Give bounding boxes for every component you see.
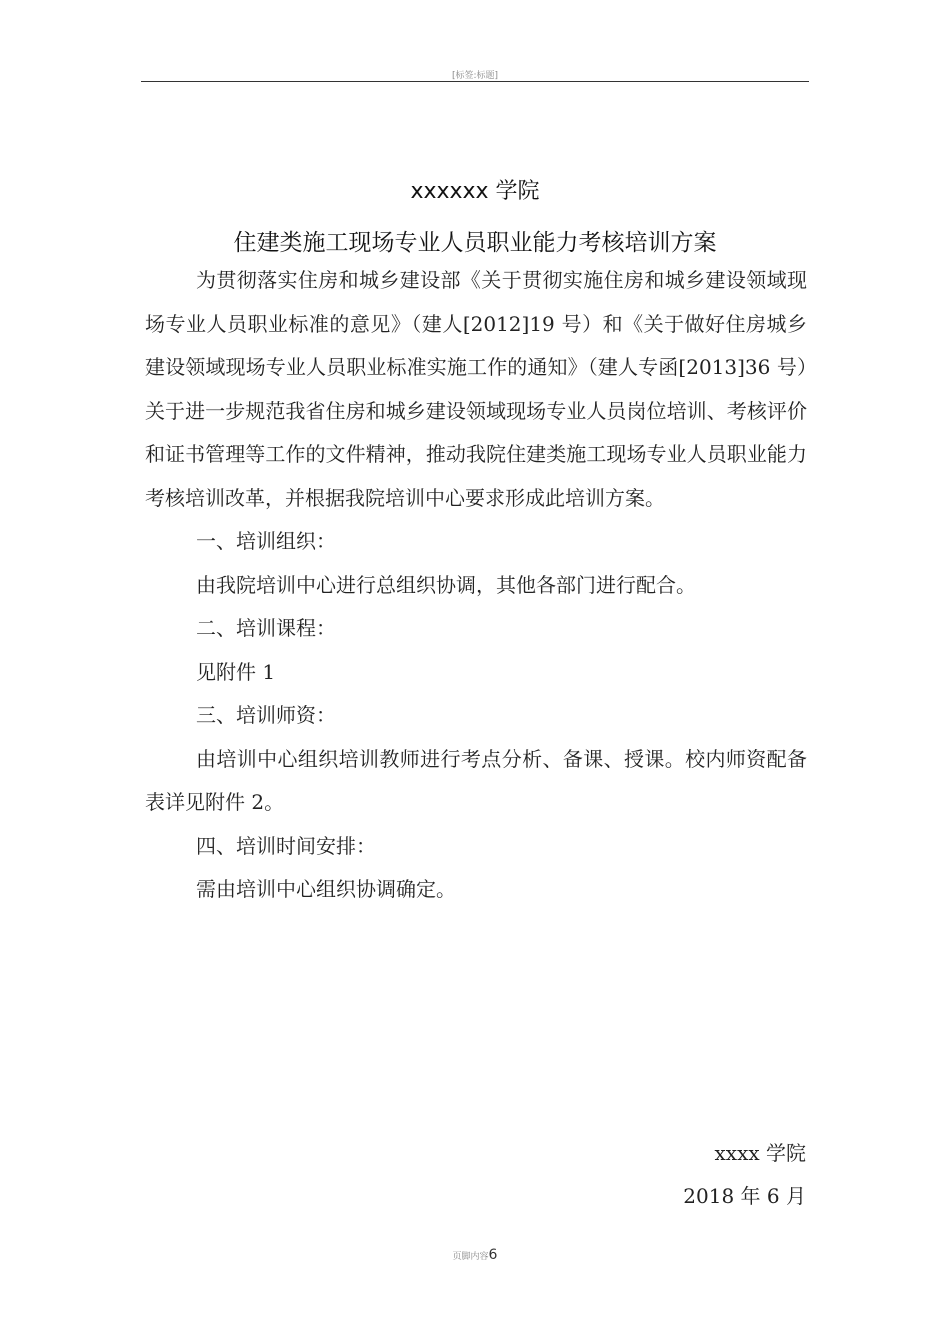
footer-label: 页脚内容	[452, 1252, 489, 1262]
intro-paragraph: 为贯彻落实住房和城乡建设部《关于贯彻实施住房和城乡建设领域现场专业人员职业标准的意见》（建人[2012]19 号）和《关于做好住房城乡建设领域现场专业人员职业标准实施工作的通知》（建人专函[2013]36 号）关于进一步规范我省住房和城乡建设领域现场专业人员岗位培训、考核评价和证书管理等工作的文件精神，推动我院住建类施工现场专业人员职业能力考核培训改革，并根据我院培训中心要求形成此培训方案。	[145, 268, 807, 510]
section-heading-schedule: 四、培训时间安排：	[196, 833, 376, 858]
section-heading-courses: 二、培训课程：	[196, 616, 336, 640]
section-text-teachers: 由培训中心组织培训教师进行考点分析、备课、授课。校内师资配备表详见附件 2。	[145, 746, 807, 814]
section-heading-organization: 一、培训组织：	[196, 529, 336, 553]
header-divider	[141, 81, 809, 82]
header-label: [标签:标题]	[451, 71, 499, 81]
document-body	[145, 259, 807, 912]
page-number: 6	[488, 1247, 498, 1263]
section-text-schedule: 需由培训中心组织协调确定。	[196, 877, 456, 901]
signature-block	[683, 1132, 806, 1218]
section-text-organization: 由我院培训中心进行总组织协调，其他各部门进行配合。	[196, 572, 696, 597]
document-title: 住建类施工现场专业人员职业能力考核培训方案	[233, 230, 717, 256]
signature-org: xxxx 学院	[714, 1141, 806, 1165]
page-footer	[0, 1244, 950, 1263]
signature-date: 2018 年 6 月	[683, 1184, 806, 1208]
section-heading-teachers: 三、培训师资：	[196, 703, 336, 727]
school-name: xxxxxx 学院	[410, 179, 540, 204]
section-text-courses: 见附件 1	[196, 659, 276, 684]
